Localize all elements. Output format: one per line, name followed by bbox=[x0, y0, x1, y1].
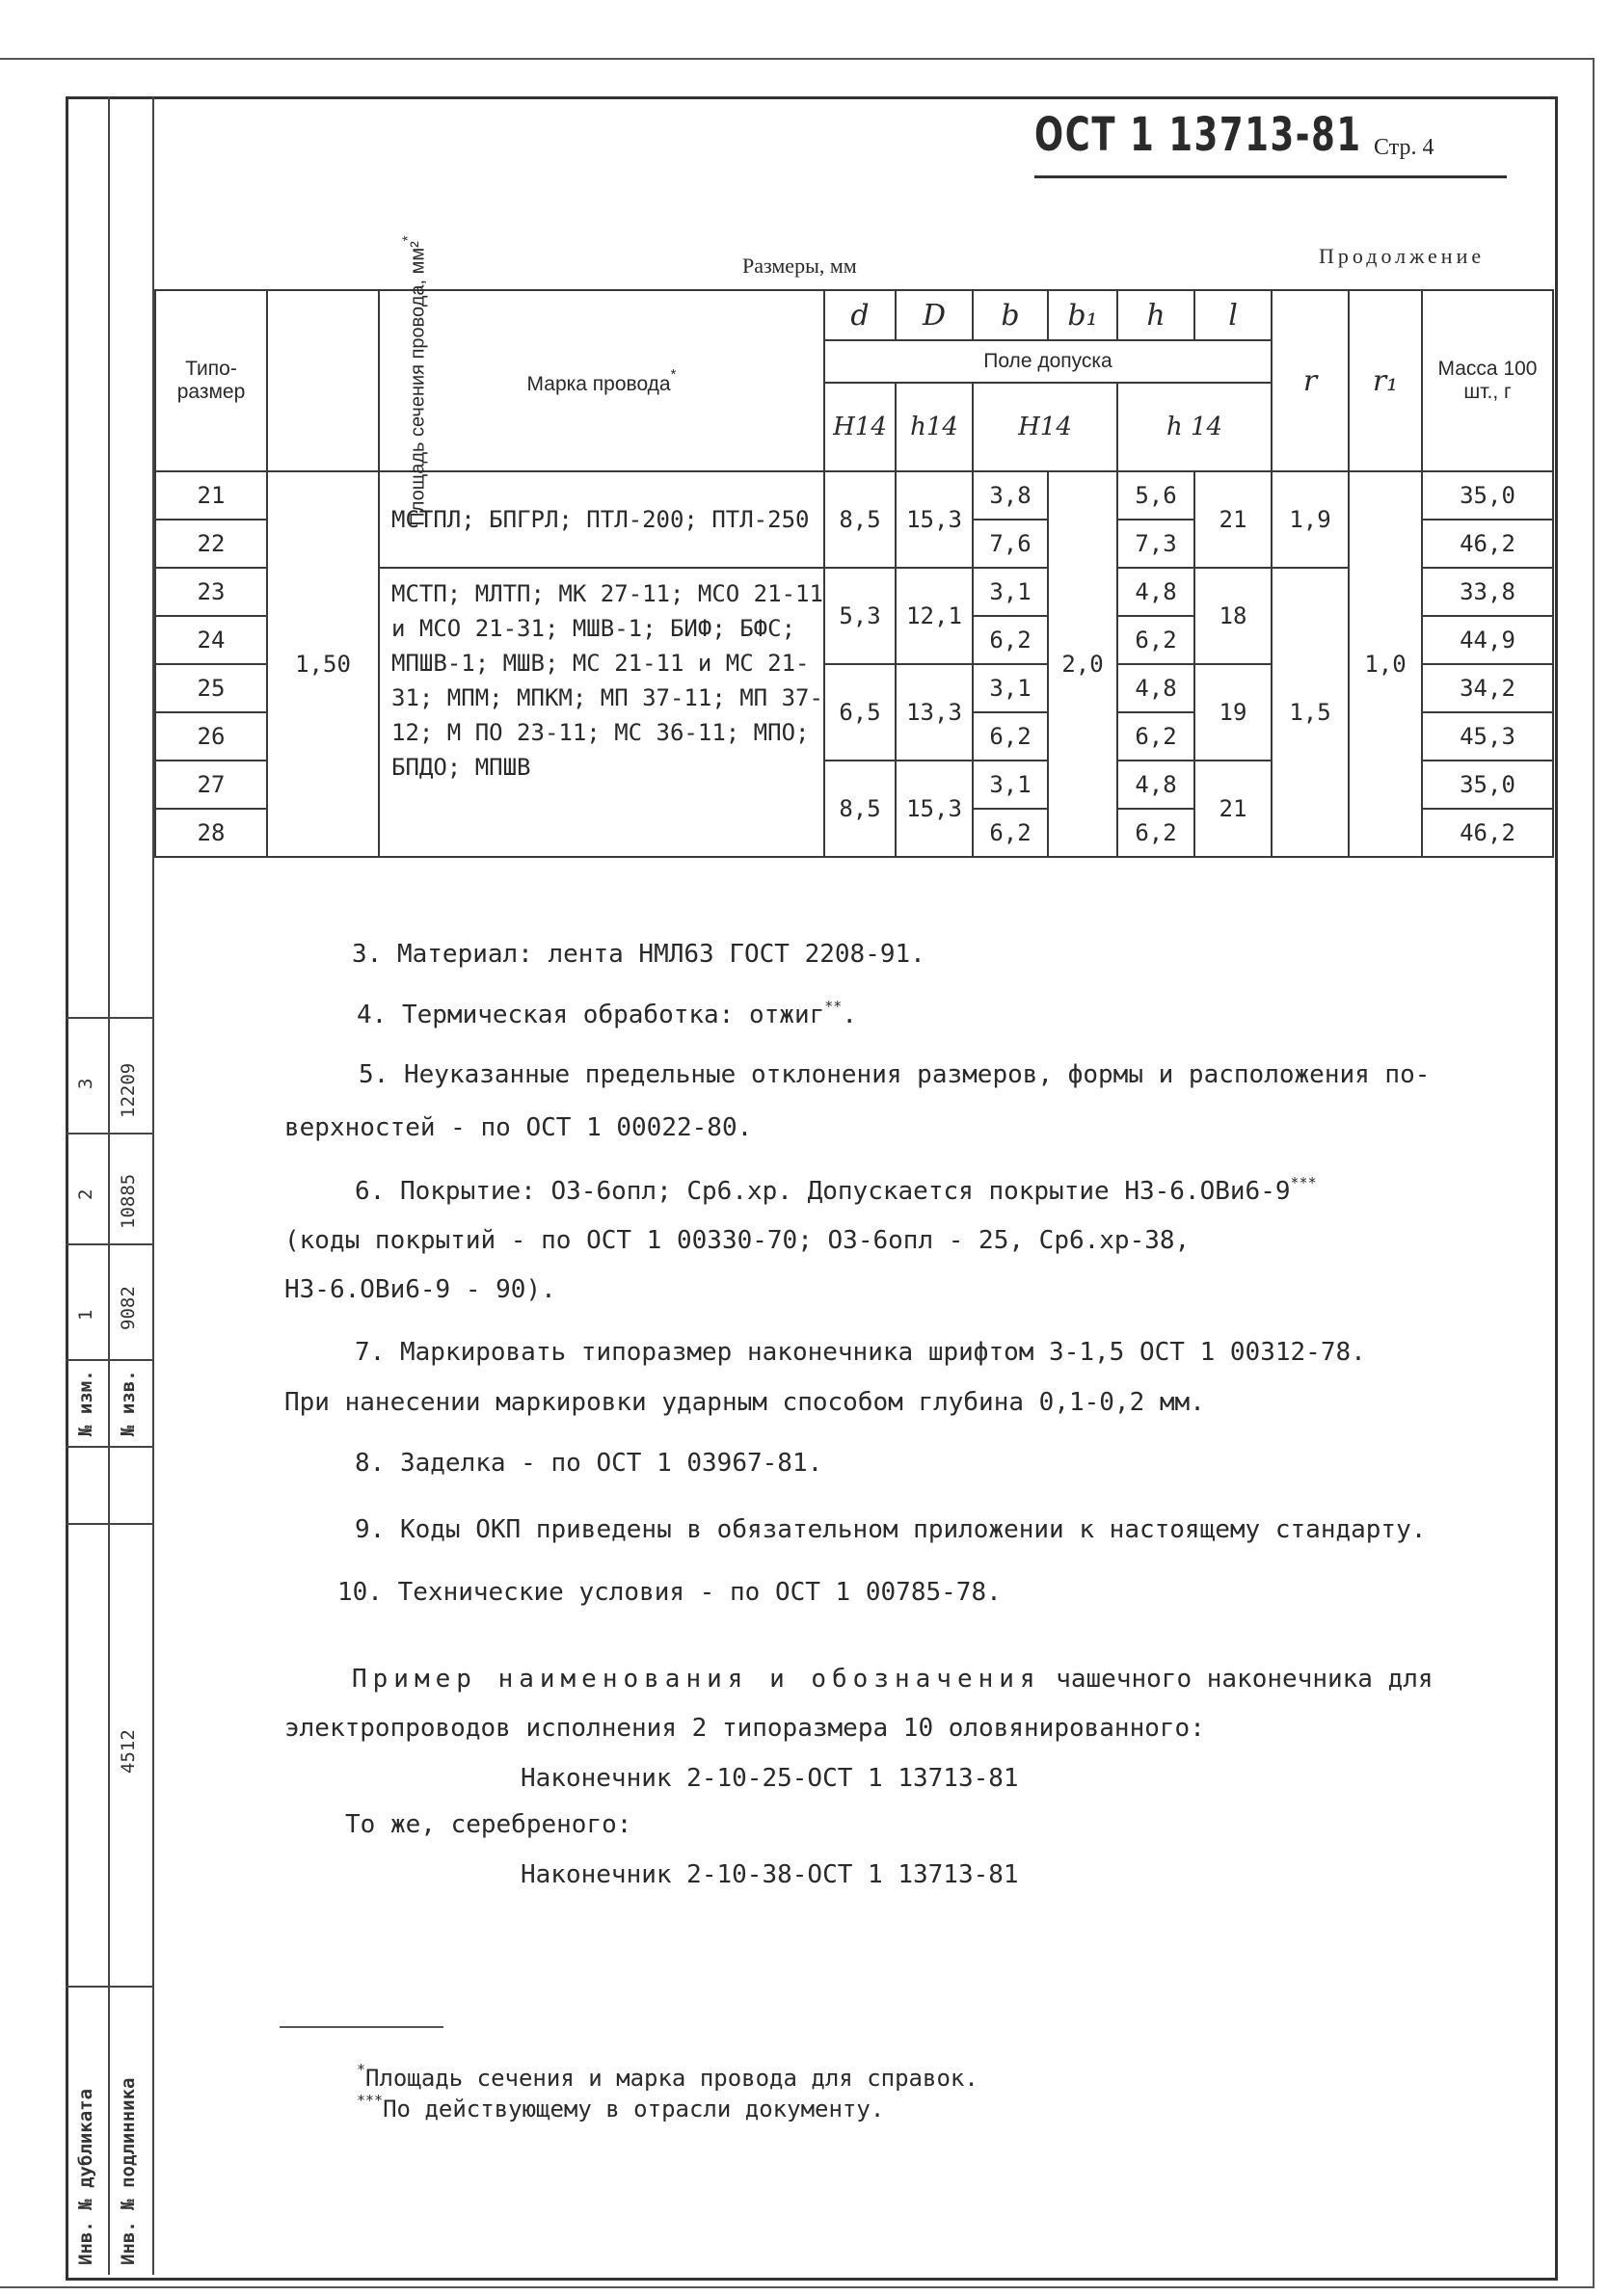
h-cell: 5,6 bbox=[1117, 471, 1194, 520]
izm-value-2: 2 bbox=[75, 1188, 96, 1200]
clause-9: 9. Коды ОКП приведены в обязательном приложении к настоящему стандарту. bbox=[355, 1515, 1427, 1544]
r-cell: 1,5 bbox=[1272, 568, 1349, 857]
orig-label: Инв. № подлинника bbox=[118, 2077, 139, 2265]
clause-8: 8. Заделка - по ОСТ 1 03967-81. bbox=[355, 1449, 823, 1478]
h-cell: 7,3 bbox=[1117, 520, 1194, 568]
header-r1: r₁ bbox=[1349, 290, 1422, 471]
stamp-rule bbox=[66, 1986, 154, 1988]
stamp-rule-top bbox=[66, 1017, 154, 1019]
stamp-rule bbox=[66, 1359, 154, 1361]
size-cell: 21 bbox=[155, 471, 267, 520]
stamp-rule bbox=[66, 1523, 154, 1525]
silver-label: То же, серебреного: bbox=[345, 1810, 632, 1839]
b-cell: 3,1 bbox=[973, 761, 1048, 809]
h-cell: 6,2 bbox=[1117, 616, 1194, 664]
mass-cell: 46,2 bbox=[1422, 520, 1553, 568]
b-cell: 6,2 bbox=[973, 809, 1048, 857]
mass-cell: 44,9 bbox=[1422, 616, 1553, 664]
inv-number: 4512 bbox=[118, 1729, 139, 1774]
mass-cell: 35,0 bbox=[1422, 471, 1553, 520]
h-cell: 4,8 bbox=[1117, 664, 1194, 712]
header-tiporazmer: Типо-размер bbox=[155, 290, 267, 471]
b-cell: 3,1 bbox=[973, 664, 1048, 712]
tol-b: H14 bbox=[973, 383, 1117, 471]
d-cell: 8,5 bbox=[824, 471, 896, 568]
stamp-rule bbox=[66, 1446, 154, 1448]
header-b1: b₁ bbox=[1048, 290, 1117, 340]
wire-group-2: МСТП; МЛТП; МК 27-11; МСО 21-11 и МСО 21-31; МШВ-1; БИФ; БФС; МПШВ-1; МШВ; МС 21-11 и МС 21-31; МПМ; МПКМ; МП 37-11; МП 37-12; М ПО 23-11; МС 36-11; МПО; БПДО; МПШВ bbox=[379, 568, 824, 857]
izm-value-1: 1 bbox=[75, 1309, 96, 1321]
D-cell: 15,3 bbox=[896, 471, 973, 568]
clause-6-line3: Н3-6.ОВи6-9 - 90). bbox=[284, 1275, 556, 1304]
h-cell: 6,2 bbox=[1117, 809, 1194, 857]
stamp-rule bbox=[66, 1133, 154, 1135]
izm-label: № изм. bbox=[75, 1370, 96, 1436]
izv-label: № изв. bbox=[118, 1370, 139, 1436]
size-cell: 27 bbox=[155, 761, 267, 809]
size-cell: 22 bbox=[155, 520, 267, 568]
d-cell: 8,5 bbox=[824, 761, 896, 857]
clause-7-line2: При нанесении маркировки ударным способом глубина 0,1-0,2 мм. bbox=[284, 1388, 1205, 1417]
clause-5-line1: 5. Неуказанные предельные отклонения размеров, формы и расположения по- bbox=[359, 1060, 1431, 1089]
size-cell: 24 bbox=[155, 616, 267, 664]
b-cell: 3,8 bbox=[973, 471, 1048, 520]
D-cell: 15,3 bbox=[896, 761, 973, 857]
clause-6-line1: 6. Покрытие: О3-6опл; Ср6.хр. Допускается покрытие Н3-6.ОВи6-9*** bbox=[355, 1174, 1317, 1206]
example-line2: электропроводов исполнения 2 типоразмера 10 оловянированного: bbox=[284, 1714, 1205, 1743]
document-code: ОСТ 1 13713-81 bbox=[1034, 108, 1362, 162]
clause-6-line2: (коды покрытий - по ОСТ 1 00330-70; О3-6опл - 25, Ср6.хр-38, bbox=[284, 1226, 1191, 1255]
header-h: h bbox=[1117, 290, 1194, 340]
clause-10: 10. Технические условия - по ОСТ 1 00785-78. bbox=[337, 1578, 1002, 1607]
h-cell: 6,2 bbox=[1117, 712, 1194, 761]
tol-d: H14 bbox=[824, 383, 896, 471]
table-row bbox=[155, 471, 1553, 520]
b-cell: 6,2 bbox=[973, 712, 1048, 761]
D-cell: 12,1 bbox=[896, 568, 973, 664]
tol-D: h14 bbox=[896, 383, 973, 471]
l-cell: 19 bbox=[1194, 664, 1272, 761]
header-tolerance: Поле допуска bbox=[824, 340, 1272, 383]
example-title: Пример наименования и обозначения чашечного наконечника для bbox=[352, 1665, 1434, 1694]
mass-cell: 33,8 bbox=[1422, 568, 1553, 616]
header-wire: Марка провода* bbox=[379, 290, 824, 471]
clause-5-line2: верхностей - по ОСТ 1 00022-80. bbox=[284, 1113, 753, 1142]
mass-cell: 45,3 bbox=[1422, 712, 1553, 761]
b1-cell: 2,0 bbox=[1048, 471, 1117, 857]
footnote-2: ***По действующему в отрасли документу. bbox=[357, 2092, 885, 2122]
document-code-underline bbox=[1034, 175, 1507, 178]
header-r: r bbox=[1272, 290, 1349, 471]
stamp-rule bbox=[66, 1243, 154, 1245]
header-b: b bbox=[973, 290, 1048, 340]
header-mass: Масса 100 шт., г bbox=[1422, 290, 1553, 471]
clause-4: 4. Термическая обработка: отжиг**. bbox=[357, 998, 857, 1029]
r-cell: 1,9 bbox=[1272, 471, 1349, 568]
area-cell: 1,50 bbox=[267, 471, 379, 857]
size-cell: 25 bbox=[155, 664, 267, 712]
b-cell: 3,1 bbox=[973, 568, 1048, 616]
clause-7-line1: 7. Маркировать типоразмер наконечника шрифтом 3-1,5 ОСТ 1 00312-78. bbox=[355, 1338, 1366, 1367]
clause-3: 3. Материал: лента НМЛ63 ГОСТ 2208-91. bbox=[352, 940, 925, 969]
b-cell: 6,2 bbox=[973, 616, 1048, 664]
mass-cell: 34,2 bbox=[1422, 664, 1553, 712]
size-cell: 26 bbox=[155, 712, 267, 761]
l-cell: 18 bbox=[1194, 568, 1272, 664]
wire-group-1: МСТПЛ; БПГРЛ; ПТЛ-200; ПТЛ-250 bbox=[379, 471, 824, 568]
d-cell: 5,3 bbox=[824, 568, 896, 664]
size-cell: 23 bbox=[155, 568, 267, 616]
page-label: Стр. 4 bbox=[1374, 135, 1434, 160]
izm-value-3: 3 bbox=[75, 1078, 96, 1089]
footnote-rule bbox=[280, 2026, 443, 2028]
izv-value-3: 12209 bbox=[118, 1062, 139, 1118]
continuation-label: Продолжение bbox=[1319, 244, 1486, 268]
table-caption: Размеры, мм bbox=[742, 254, 857, 278]
mass-cell: 46,2 bbox=[1422, 809, 1553, 857]
b-cell: 7,6 bbox=[973, 520, 1048, 568]
header-d: d bbox=[824, 290, 896, 340]
example-code-2: Наконечник 2-10-38-ОСТ 1 13713-81 bbox=[521, 1860, 1019, 1889]
tol-h: h 14 bbox=[1117, 383, 1272, 471]
footnote-1: *Площадь сечения и марка провода для справок. bbox=[357, 2061, 978, 2092]
l-cell: 21 bbox=[1194, 471, 1272, 568]
r1-cell: 1,0 bbox=[1349, 471, 1422, 857]
header-D: D bbox=[896, 290, 973, 340]
dup-label: Инв. № дубликата bbox=[75, 2088, 96, 2265]
example-code-1: Наконечник 2-10-25-ОСТ 1 13713-81 bbox=[521, 1764, 1019, 1793]
D-cell: 13,3 bbox=[896, 664, 973, 761]
izv-value-1: 9082 bbox=[118, 1286, 139, 1330]
header-l: l bbox=[1194, 290, 1272, 340]
h-cell: 4,8 bbox=[1117, 761, 1194, 809]
l-cell: 21 bbox=[1194, 761, 1272, 857]
h-cell: 4,8 bbox=[1117, 568, 1194, 616]
header-area: Площадь сечения провода, мм²* bbox=[267, 290, 379, 471]
d-cell: 6,5 bbox=[824, 664, 896, 761]
size-cell: 28 bbox=[155, 809, 267, 857]
mass-cell: 35,0 bbox=[1422, 761, 1553, 809]
stamp-divider-1 bbox=[108, 96, 110, 2275]
izv-value-2: 10885 bbox=[118, 1173, 139, 1229]
